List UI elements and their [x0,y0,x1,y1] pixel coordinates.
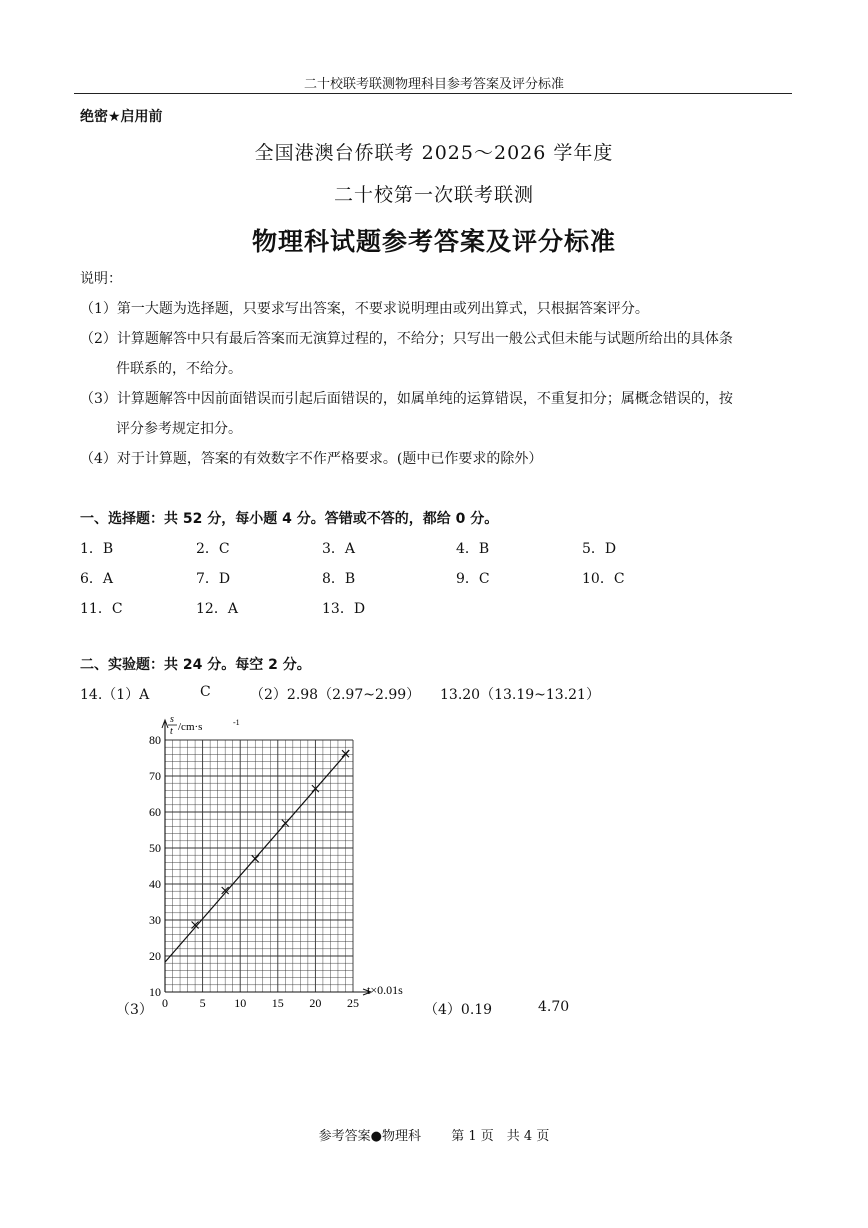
y-tick-label: 40 [149,877,161,891]
note-item-3-cont: 评分参考规定扣分。 [116,421,242,437]
y-axis-label-numerator: s [170,714,174,725]
answer-item: 11．C [80,601,123,617]
q14-part2: （2）2.98（2.97~2.99） [250,687,421,703]
note-item-1: （1）第一大题为选择题，只要求写出答案，不要求说明理由或列出算式，只根据答案评分。 [80,301,649,317]
y-tick-label: 60 [149,805,161,819]
answer-item: 4．B [456,541,490,557]
y-tick-label: 10 [149,985,161,999]
q14-part4b: 4.70 [538,999,570,1015]
note-item-2-cont: 件联系的，不给分。 [116,361,242,377]
header-rule [74,93,792,94]
answer-item: 1．B [80,541,114,557]
note-item-4: （4）对于计算题，答案的有效数字不作严格要求。(题中已作要求的除外） [80,451,543,467]
y-axis-label-exponent: -1 [233,718,240,727]
y-tick-label: 20 [149,949,161,963]
q14-part3-label: （3） [116,1002,153,1018]
x-tick-label: 15 [271,996,284,1010]
exam-title-line2: 二十校第一次联考联测 [333,184,534,206]
section-2-heading: 二、实验题：共 24 分。每空 2 分。 [80,657,311,673]
footer-page-number: 第 1 页 共 4 页 [451,1129,550,1144]
answer-item: 5．D [582,541,617,557]
fit-line [165,750,349,962]
y-tick-label: 80 [149,733,161,747]
x-tick-label: 20 [309,996,322,1010]
y-axis-label-denominator: t [170,726,173,737]
answer-item: 9．C [456,571,490,587]
vt-graph [140,710,420,1020]
note-item-2: （2）计算题解答中只有最后答案而无演算过程的，不给分；只写出一般公式但未能与试题所给出的具体条 [80,331,733,347]
x-tick-label: 0 [162,996,168,1010]
q14-part4: （4）0.19 [424,1002,493,1018]
q14-part1b: C [200,684,211,700]
q14-part2b: 13.20（13.19~13.21） [440,687,600,703]
exam-title-line1: 全国港澳台侨联考 2025～2026 学年度 [254,142,614,164]
y-tick-label: 30 [149,913,161,927]
x-tick-label: 25 [347,996,359,1010]
y-axis-label-unit: /cm·s [178,721,203,733]
x-axis-label: t×0.01s [367,983,403,997]
fit-line-group [165,750,349,962]
axis-labels [168,714,403,997]
answer-item: 13．D [322,601,366,617]
answer-item: 8．B [322,571,356,587]
answer-item: 3．A [322,541,356,557]
page-footer [0,1125,868,1144]
section-1-heading: 一、选择题：共 52 分，每小题 4 分。答错或不答的，都给 0 分。 [80,511,499,527]
answer-item: 7．D [196,571,231,587]
page-title: 物理科试题参考答案及评分标准 [251,227,616,256]
answer-item: 10．C [582,571,625,587]
answer-item: 12．A [196,601,238,617]
secret-label: 绝密★启用前 [80,109,163,125]
answer-item: 6．A [80,571,114,587]
answer-item: 2．C [196,541,230,557]
notes-heading: 说明： [80,271,122,287]
running-header: 二十校联考联测物理科目参考答案及评分标准 [303,77,564,92]
note-item-3: （3）计算题解答中因前面错误而引起后面错误的，如属单纯的运算错误，不重复扣分；属概念错误的，按 [80,391,733,407]
x-tick-label: 5 [199,996,206,1010]
y-tick-label: 50 [149,841,161,855]
q14-part1: 14.（1）A [80,687,150,703]
footer-subject: 参考答案●物理科 [318,1129,421,1144]
x-tick-label: 10 [234,996,247,1010]
y-tick-label: 70 [149,769,161,783]
